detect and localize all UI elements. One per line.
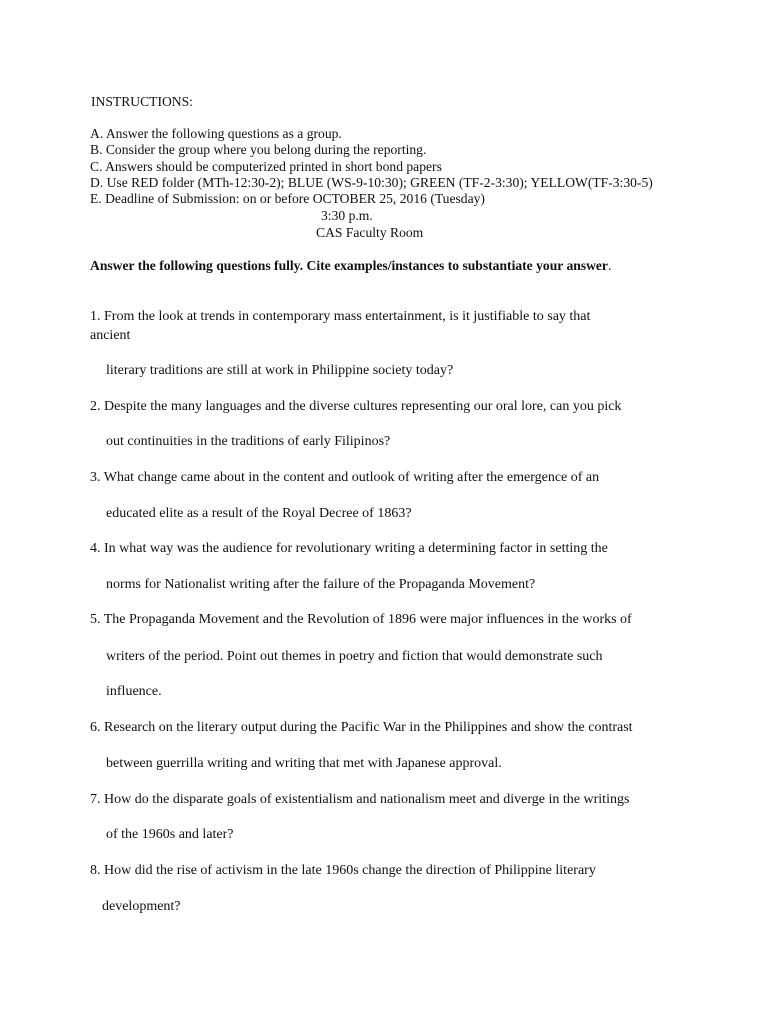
directive-text [90,258,611,274]
question-5-line-2: writers of the period. Point out themes in poetry and fiction that would demonstrate such [106,649,603,664]
question-4-line-1: 4. In what way was the audience for revolutionary writing a determining factor in setting the [90,541,608,556]
question-6-line-2: between guerrilla writing and writing that met with Japanese approval. [106,756,502,771]
instructions-heading: INSTRUCTIONS: [91,94,193,109]
question-1-line-2: ancient [90,328,131,343]
instruction-item-b: B. Consider the group where you belong during the reporting. [90,142,427,157]
question-1-line-1: 1. From the look at trends in contemporary mass entertainment, is it justifiable to say that [90,309,591,324]
instruction-item-d: D. Use RED folder (MTh-12:30-2); BLUE (WS-9-10:30); GREEN (TF-2-3:30); YELLOW(TF-3:30-5) [90,175,653,190]
directive-bold: Answer the following questions fully. Cite examples/instances to substantiate your answer [90,258,608,273]
instruction-item-c: C. Answers should be computerized printed in short bond papers [90,159,442,174]
question-2-line-1: 2. Despite the many languages and the diverse cultures representing our oral lore, can you pick [90,399,622,414]
question-3-line-2: educated elite as a result of the Royal Decree of 1863? [106,506,412,521]
question-4-line-2: norms for Nationalist writing after the failure of the Propaganda Movement? [106,577,536,592]
directive-period: . [607,258,612,273]
question-5-line-3: influence. [106,684,162,699]
question-6-line-1: 6. Research on the literary output during the Pacific War in the Philippines and show the contrast [90,720,633,735]
question-8-line-2: development? [102,899,181,914]
question-7-line-2: of the 1960s and later? [106,827,234,842]
question-7-line-1: 7. How do the disparate goals of existentialism and nationalism meet and diverge in the writings [90,792,630,807]
question-3-line-1: 3. What change came about in the content and outlook of writing after the emergence of an [90,470,600,485]
question-1-line-3: literary traditions are still at work in Philippine society today? [106,363,454,378]
question-5-line-1: 5. The Propaganda Movement and the Revolution of 1896 were major influences in the works of [90,612,632,627]
instruction-item-a: A. Answer the following questions as a group. [90,126,342,141]
instruction-item-e: E. Deadline of Submission: on or before OCTOBER 25, 2016 (Tuesday) [90,191,485,206]
deadline-place: CAS Faculty Room [316,225,424,240]
question-2-line-2: out continuities in the traditions of early Filipinos? [106,434,391,449]
deadline-time: 3:30 p.m. [321,208,373,223]
question-8-line-1: 8. How did the rise of activism in the late 1960s change the direction of Philippine literary [90,863,596,878]
